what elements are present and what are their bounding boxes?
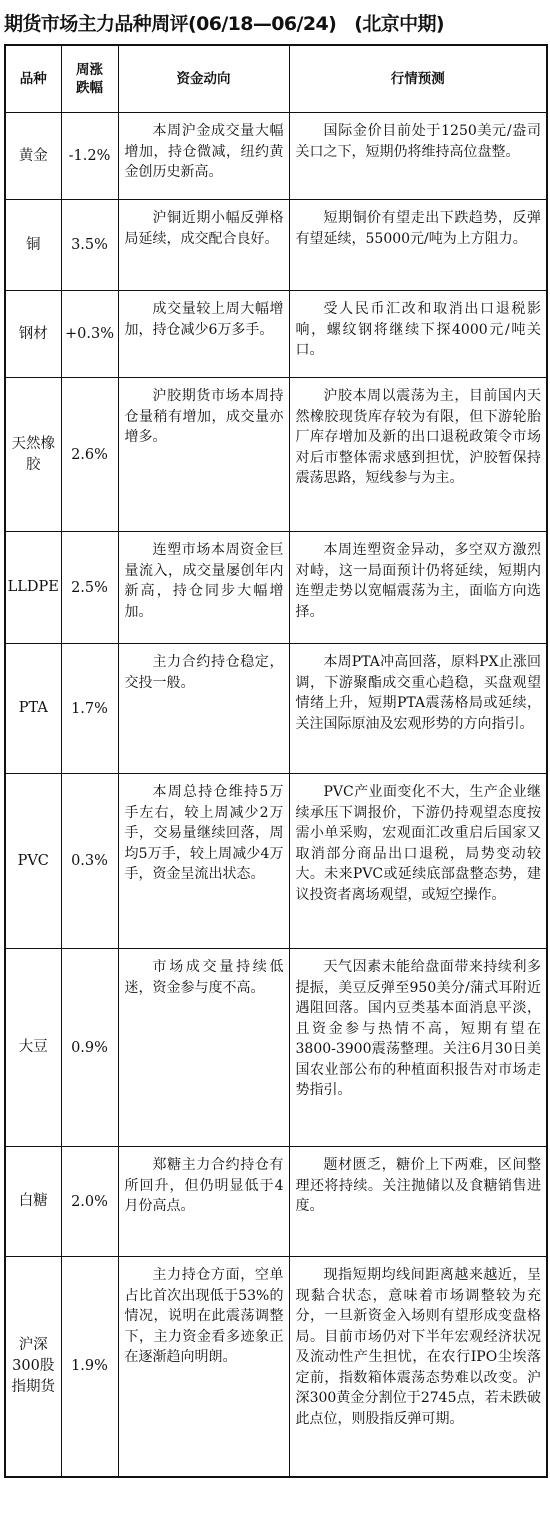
commodity-name: LLDPE bbox=[5, 532, 61, 644]
funds-flow bbox=[118, 291, 289, 378]
funds-flow bbox=[118, 774, 289, 949]
weekly-change: -1.2% bbox=[61, 113, 118, 200]
funds-flow bbox=[118, 378, 289, 532]
weekly-change: 2.0% bbox=[61, 1147, 118, 1257]
forecast-text: 受人民币汇改和取消出口退税影响，螺纹钢将继续下探4000元/吨关口。 bbox=[295, 301, 541, 358]
weekly-change: 1.9% bbox=[61, 1257, 118, 1477]
funds-text: 沪铜近期小幅反弹格局延续，成交配合良好。 bbox=[124, 210, 284, 247]
funds-text: 市场成交量持续低迷，资金参与度不高。 bbox=[124, 959, 284, 996]
funds-flow bbox=[118, 532, 289, 644]
header-change-line2: 跌幅 bbox=[76, 80, 103, 96]
forecast bbox=[289, 200, 547, 291]
commodity-name: 黄金 bbox=[5, 113, 61, 200]
funds-flow bbox=[118, 1257, 289, 1477]
table-row bbox=[5, 532, 547, 644]
table-row bbox=[5, 378, 547, 532]
funds-text: 连塑市场本周资金巨量流入，成交量屡创年内新高，持仓同步大幅增加。 bbox=[124, 542, 284, 620]
header-change bbox=[61, 45, 118, 113]
forecast-text: 短期铜价有望走出下跌趋势，反弹有望延续，55000元/吨为上方阻力。 bbox=[295, 210, 541, 247]
commodity-name: 铜 bbox=[5, 200, 61, 291]
table-row bbox=[5, 1257, 547, 1477]
header-row bbox=[5, 45, 547, 113]
forecast-text: 天气因素未能给盘面带来持续利多提振，美豆反弹至950美分/蒲式耳附近遇阻回落。国内豆类基本面消息平淡，且资金参与热情不高，短期有望在3800-3900震荡整理。关注6月30日美国农业部公布的种植面积报告对市场走势指引。 bbox=[295, 959, 541, 1098]
table-row bbox=[5, 291, 547, 378]
forecast bbox=[289, 1147, 547, 1257]
title-bar bbox=[0, 0, 550, 44]
title-text: 期货市场主力品种周评(06/18—06/24) bbox=[4, 12, 337, 35]
weekly-change: 3.5% bbox=[61, 200, 118, 291]
weekly-change: 1.7% bbox=[61, 644, 118, 774]
funds-text: 成交量较上周大幅增加，持仓减少6万多手。 bbox=[124, 301, 284, 338]
funds-text: 主力持仓方面，空单占比首次出现低于53%的情况，说明在此震荡调整下，主力资金看多迹象正在逐渐趋向明朗。 bbox=[124, 1267, 284, 1365]
commodity-name: PVC bbox=[5, 774, 61, 949]
commodity-name: 白糖 bbox=[5, 1147, 61, 1257]
commodity-name: 沪深300股指期货 bbox=[5, 1257, 61, 1477]
forecast bbox=[289, 532, 547, 644]
forecast-text: 国际金价目前处于1250美元/盎司关口之下，短期仍将维持高位盘整。 bbox=[295, 123, 541, 160]
funds-text: 郑糖主力合约持仓有所回升，但仍明显低于4月份高点。 bbox=[124, 1157, 284, 1214]
funds-flow bbox=[118, 113, 289, 200]
commodity-name: 钢材 bbox=[5, 291, 61, 378]
forecast bbox=[289, 1257, 547, 1477]
forecast-text: PVC产业面变化不大，生产企业继续承压下调报价，下游仍持观望态度按需小单采购，宏观面汇改重启后国家又取消部分商品出口退税，局势变动较大。未来PVC或延续底部盘整态势，建议投资者离场观望，或短空操作。 bbox=[295, 784, 541, 903]
commodity-name: PTA bbox=[5, 644, 61, 774]
weekly-review-table bbox=[4, 44, 548, 1478]
forecast bbox=[289, 949, 547, 1147]
forecast bbox=[289, 774, 547, 949]
forecast bbox=[289, 378, 547, 532]
weekly-change: 2.6% bbox=[61, 378, 118, 532]
weekly-change: 2.5% bbox=[61, 532, 118, 644]
forecast bbox=[289, 291, 547, 378]
funds-flow bbox=[118, 1147, 289, 1257]
commodity-name: 天然橡胶 bbox=[5, 378, 61, 532]
table-row bbox=[5, 774, 547, 949]
table-row bbox=[5, 644, 547, 774]
forecast bbox=[289, 113, 547, 200]
table-row bbox=[5, 949, 547, 1147]
forecast-text: 沪胶本周以震荡为主，目前国内天然橡胶现货库存较为有限，但下游轮胎厂库存增加及新的出口退税政策令市场对后市整体需求感到担忧，沪胶暂保持震荡思路，短线参与为主。 bbox=[295, 388, 541, 486]
forecast-text: 题材匮乏，糖价上下两难，区间整理还将持续。关注抛储以及食糖销售进度。 bbox=[295, 1157, 541, 1214]
funds-text: 本周沪金成交量大幅增加，持仓微减，纽约黄金创历史新高。 bbox=[124, 123, 284, 180]
forecast-text: 本周连塑资金异动，多空双方激烈对峙，这一局面预计仍将延续，短期内连塑走势以宽幅震荡为主，面临方向选择。 bbox=[295, 542, 541, 620]
forecast-text: 本周PTA冲高回落，原料PX止涨回调，下游聚酯成交重心趋稳，买盘观望情绪上升，短期PTA震荡格局或延续，关注国际原油及宏观形势的方向指引。 bbox=[295, 654, 541, 732]
funds-text: 主力合约持仓稳定，交投一般。 bbox=[124, 654, 284, 691]
weekly-change: 0.9% bbox=[61, 949, 118, 1147]
title-region: (北京中期) bbox=[354, 12, 444, 35]
header-name: 品种 bbox=[5, 45, 61, 113]
forecast-text: 现指短期均线间距离越来越近，呈现黏合状态，意味着市场调整较为充分，一旦新资金入场则有望形成变盘格局。目前市场仍对下半年宏观经济状况及流动性产生担忧，在农行IPO尘埃落定前，指数箱体震荡态势难以改变。沪深300黄金分割位于2745点，若未跌破此点位，则股指反弹可期。 bbox=[295, 1267, 541, 1427]
forecast bbox=[289, 644, 547, 774]
funds-flow bbox=[118, 949, 289, 1147]
funds-flow bbox=[118, 200, 289, 291]
header-funds: 资金动向 bbox=[118, 45, 289, 113]
header-change-line1: 周涨 bbox=[76, 62, 103, 78]
funds-flow bbox=[118, 644, 289, 774]
table-row bbox=[5, 200, 547, 291]
header-forecast: 行情预测 bbox=[289, 45, 547, 113]
page-title bbox=[4, 9, 444, 36]
funds-text: 沪胶期货市场本周持仓量稍有增加，成交量亦增多。 bbox=[124, 388, 284, 445]
commodity-name: 大豆 bbox=[5, 949, 61, 1147]
table-row bbox=[5, 1147, 547, 1257]
table-row bbox=[5, 113, 547, 200]
funds-text: 本周总持仓维持5万手左右，较上周减少2万手，交易量继续回落，周均5万手，较上周减少4万手，资金呈流出状态。 bbox=[124, 784, 284, 882]
weekly-change: +0.3% bbox=[61, 291, 118, 378]
weekly-change: 0.3% bbox=[61, 774, 118, 949]
